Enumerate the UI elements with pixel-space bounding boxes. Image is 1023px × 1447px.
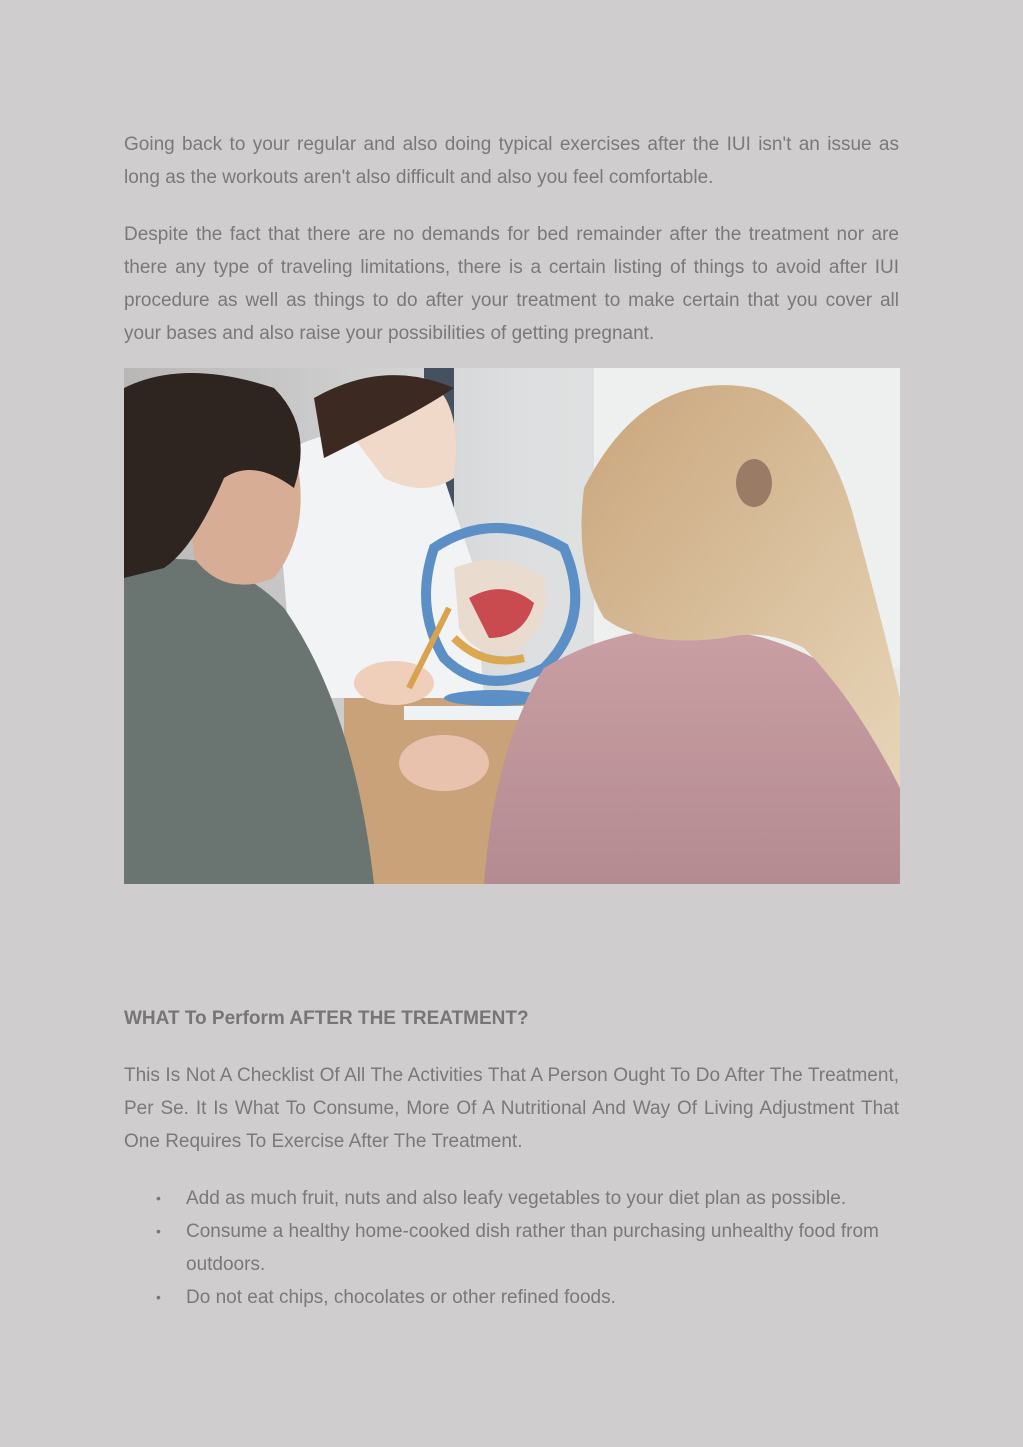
list-item [156,1182,899,1215]
consultation-illustration [124,368,900,884]
document-page [124,128,899,1314]
list-item-text: Add as much fruit, nuts and also leafy vegetables to your diet plan as possible. [186,1188,847,1209]
list-item [156,1281,899,1314]
paragraph-avoid: Despite the fact that there are no demands for bed remainder after the treatment nor are there any type of traveling limitations, there is a certain listing of things to avoid after IUI procedure as well as things to do after your treatment to make certain that you cover all your bases and also raise your possibilities of getting pregnant. [124,224,899,344]
bullet-icon: • [156,1223,161,1239]
bullet-icon: • [156,1289,161,1305]
bullet-icon: • [156,1190,161,1206]
advice-list [124,1182,899,1314]
section-heading: WHAT To Perform AFTER THE TREATMENT? [124,1008,529,1029]
list-item [156,1215,899,1281]
paragraph-exercise: Going back to your regular and also doing typical exercises after the IUI isn't an issue as long as the workouts aren't also difficult and also you feel comfortable. [124,134,899,188]
consultation-photo [124,368,900,884]
list-item-text: Consume a healthy home-cooked dish rather than purchasing unhealthy food from outdoors. [186,1221,879,1275]
list-item-text: Do not eat chips, chocolates or other refined foods. [186,1287,616,1308]
section-intro: This Is Not A Checklist Of All The Activities That A Person Ought To Do After The Treatment, Per Se. It Is What To Consume, More Of A Nutritional And Way Of Living Adjustment That One Requires To Exercise After The Treatment. [124,1065,899,1152]
